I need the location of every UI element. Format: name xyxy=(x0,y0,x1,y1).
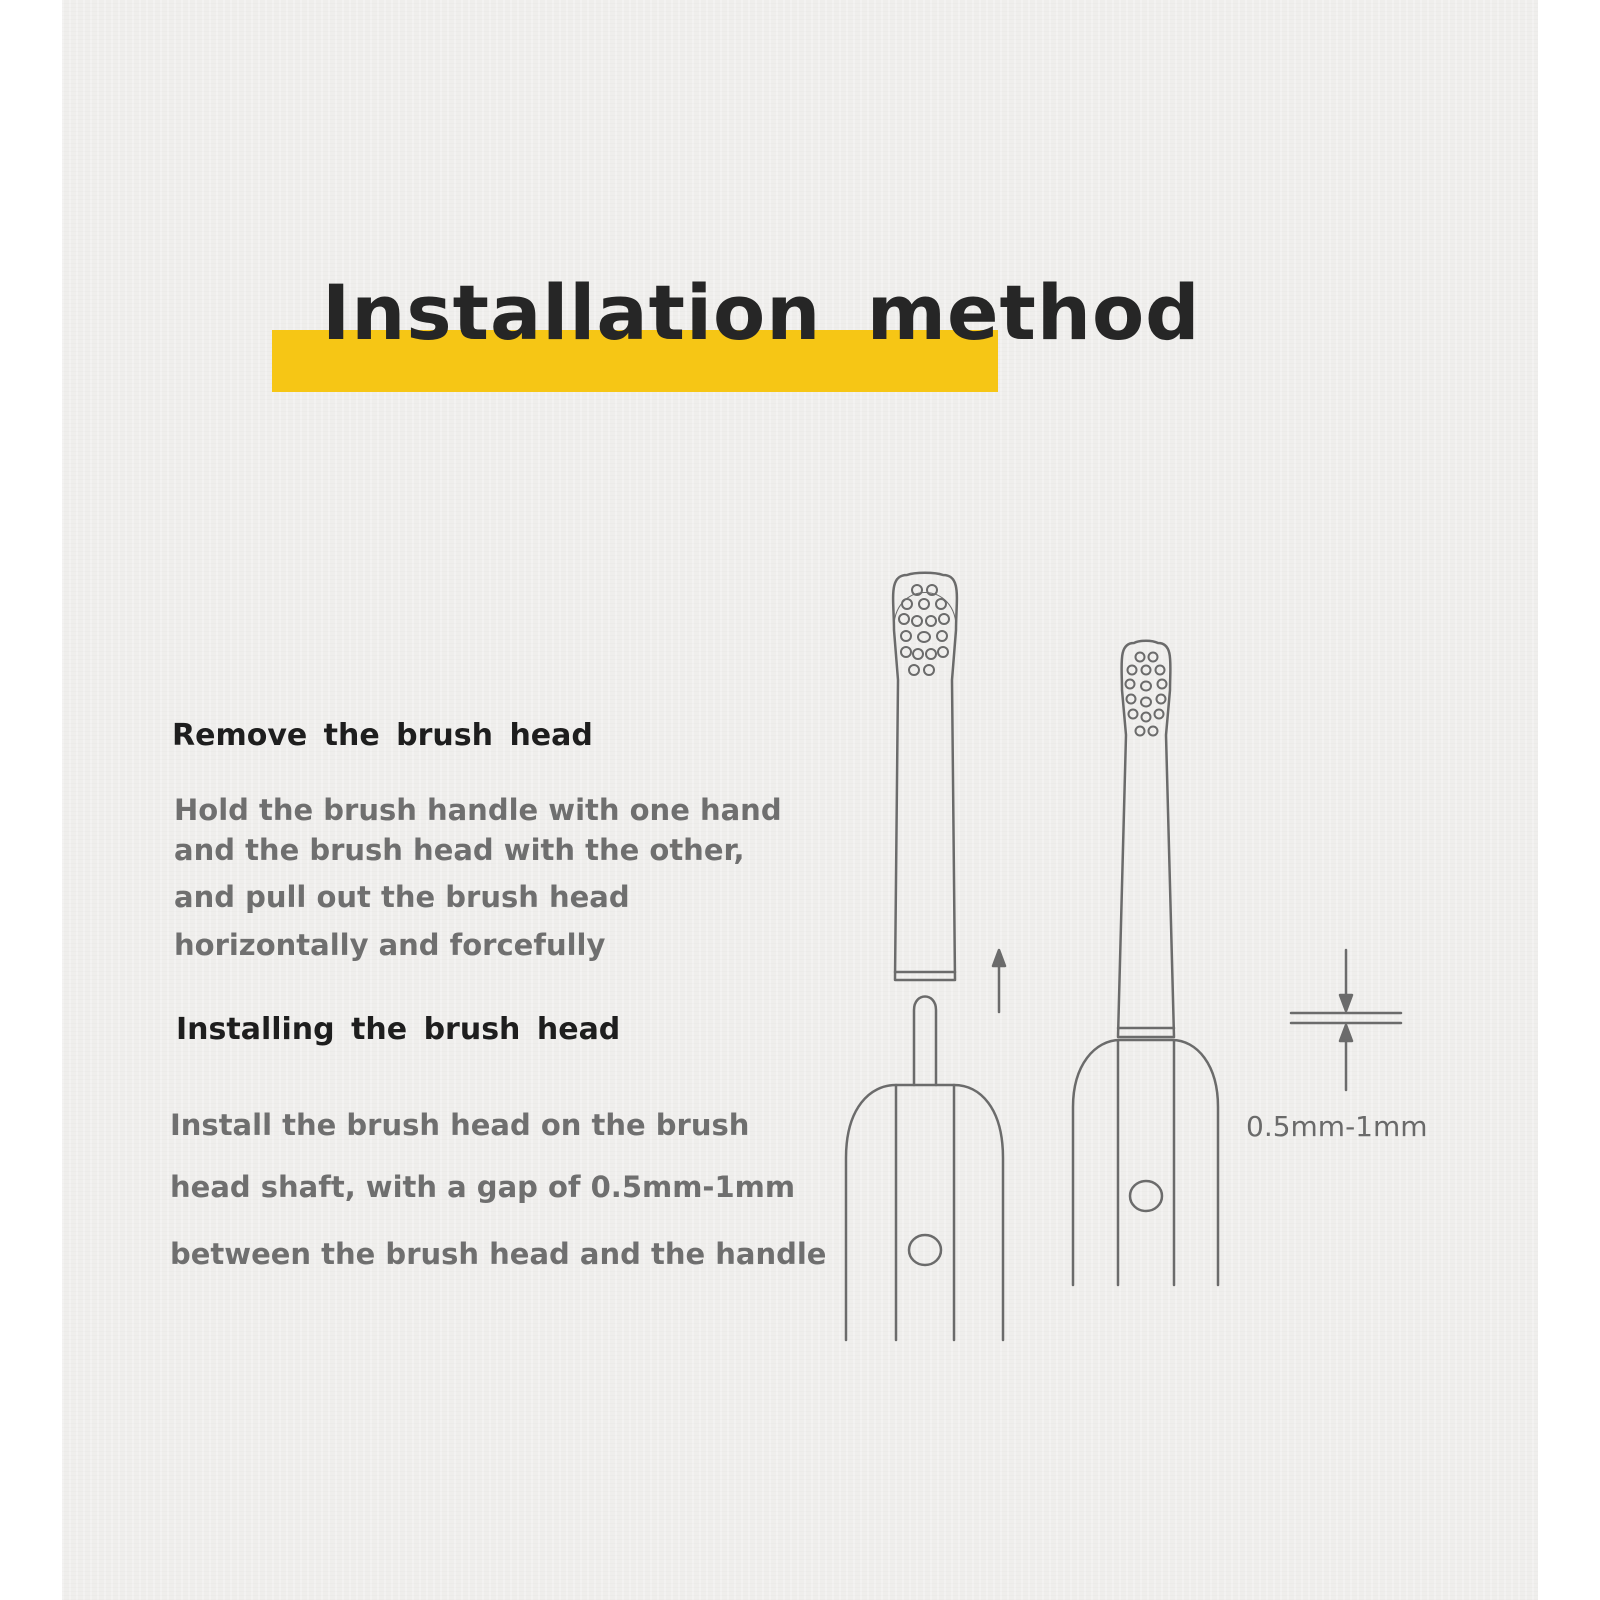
install-heading: Installing the brush head xyxy=(176,1012,621,1047)
remove-line-1: Hold the brush handle with one hand xyxy=(174,793,782,827)
page-title: Installation method xyxy=(322,268,1201,357)
remove-line-4: horizontally and forcefully xyxy=(174,928,606,962)
gap-label: 0.5mm-1mm xyxy=(1246,1110,1428,1143)
bristles-icon xyxy=(899,585,949,675)
remove-line-2: and the brush head with the other, xyxy=(174,833,745,867)
toothbrush-removed-illustration xyxy=(846,573,1003,1340)
arrow-up-icon xyxy=(993,950,1005,1012)
install-line-3: between the brush head and the handle xyxy=(170,1237,827,1271)
remove-line-3: and pull out the brush head xyxy=(174,880,630,914)
install-line-1: Install the brush head on the brush xyxy=(170,1108,750,1142)
bristles-icon xyxy=(1126,653,1167,736)
install-line-2: head shaft, with a gap of 0.5mm-1mm xyxy=(170,1170,796,1204)
remove-heading: Remove the brush head xyxy=(172,718,593,753)
toothbrush-installed-illustration xyxy=(1073,641,1218,1285)
gap-arrows-icon xyxy=(1291,950,1401,1090)
